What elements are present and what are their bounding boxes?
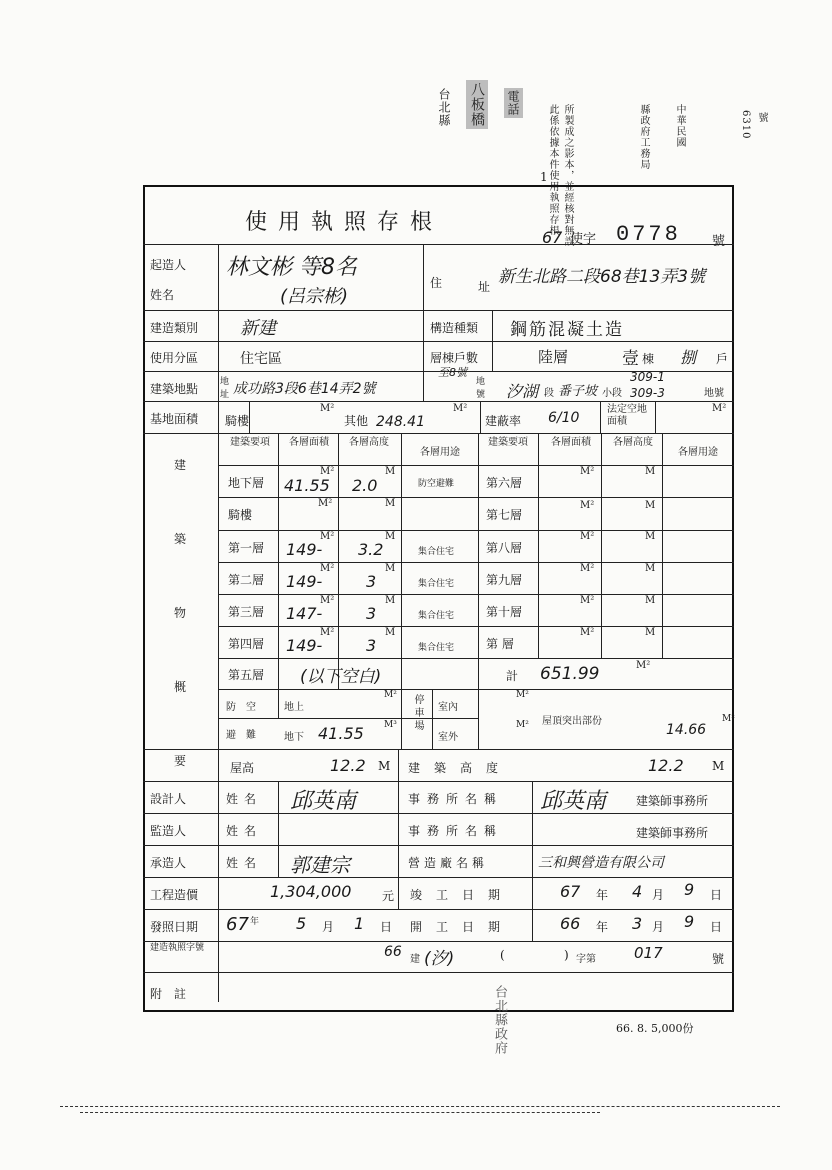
site-value-2: 至8號 [438, 366, 467, 379]
header-use-left: 各層用途 [420, 447, 460, 458]
floor-name-2: 第二層 [228, 573, 265, 587]
unit-m-9: M [645, 563, 656, 574]
header-use-right: 各層用途 [678, 447, 718, 458]
label-shelter: 防空避難 [226, 702, 266, 741]
unit-m2-other: M² [453, 403, 468, 414]
label-builder: 起造人 [150, 258, 187, 272]
floor-name-6: 第六層 [486, 476, 523, 490]
label-hao: 號 [476, 390, 486, 400]
floors-value-3: 捌 [680, 348, 697, 367]
label-permit-hao: 號 [712, 952, 725, 966]
floor-area-b1: 41.55 [284, 476, 330, 495]
header-area-left: 各層面積 [289, 437, 329, 448]
unit-m2-above: M² [384, 690, 397, 700]
builder-value-2: (呂宗彬) [280, 286, 349, 307]
address-value: 新生北路二段68巷13弄3號 [498, 267, 706, 287]
label-reserved-land: 法定空地面積 [607, 404, 647, 427]
lot-value: 309-1 [630, 370, 665, 384]
header-mark: 1 [540, 170, 548, 184]
label-builder-name: 姓名 [150, 288, 175, 302]
label-permit-zi: 字第 [576, 954, 596, 965]
contractor-value: 郭建宗 [290, 853, 350, 877]
floor-area-4: 149- [286, 636, 323, 655]
label-above-ground: 地上 [284, 702, 304, 713]
floor-name-4: 第四層 [228, 637, 265, 651]
unit-m2-extra: M² [580, 627, 595, 638]
label-issue-year: 年 [250, 917, 260, 927]
floor-use-4: 集合住宅 [418, 643, 455, 653]
label-floors: 層棟戶數 [430, 351, 479, 365]
permit-year: 67 [542, 228, 563, 247]
unit-m-2: M [385, 563, 396, 574]
floor-name-7: 第七層 [486, 508, 523, 522]
label-completion-day: 日 [710, 888, 723, 902]
unit-m2-arcade: M² [320, 403, 335, 414]
label-indoor: 室內 [438, 702, 458, 713]
label-completion-date: 竣工日期 [410, 888, 515, 902]
unit-roof-height: M [378, 759, 391, 773]
structure-value: 鋼筋混凝土造 [510, 320, 624, 340]
unit-m-3: M [385, 595, 396, 606]
build-type-value: 新建 [240, 318, 276, 339]
floor-name-9: 第九層 [486, 573, 523, 587]
stamp-number: 6310 [740, 110, 751, 140]
start-day: 9 [684, 912, 695, 931]
label-completion-month: 月 [652, 888, 665, 902]
floor-height-b1: 2.0 [352, 476, 378, 495]
label-section: 段 [544, 388, 554, 399]
permit-paren-close: ) [564, 948, 569, 962]
label-site: 建築地點 [150, 382, 199, 396]
unit-m2-reserved: M² [712, 403, 727, 414]
label-permit-jian: 建 [410, 954, 420, 965]
unit-m2-arcade-row: M² [318, 498, 333, 509]
unit-m2-2: M² [320, 563, 335, 574]
label-site-area: 基地面積 [150, 412, 199, 426]
issue-month: 5 [296, 914, 307, 933]
label-dihao: 地號 [704, 388, 724, 399]
floor-name-8: 第八層 [486, 541, 523, 555]
side-label-5: 要 [174, 754, 187, 768]
label-roof-protrusion: 屋頂突出部份 [542, 716, 602, 727]
unit-m2-10: M² [580, 595, 595, 606]
other-area-value: 248.41 [376, 414, 425, 430]
unit-m2-parking-in: M² [516, 690, 529, 700]
stamp-phone: 電話 [504, 88, 523, 118]
copy-edge-line-2 [80, 1112, 600, 1113]
floor-use-b1: 防空避難 [418, 479, 455, 489]
stamp-roc: 中華民國 [674, 104, 685, 148]
floor-height-4: 3 [366, 636, 377, 655]
stamp-county: 台北縣 [437, 88, 451, 127]
unit-m-6: M [645, 466, 656, 477]
unit-m-7: M [645, 500, 656, 511]
label-dong: 棟 [642, 352, 655, 366]
unit-m-4: M [385, 627, 396, 638]
unit-m2-3: M² [320, 595, 335, 606]
label-total: 計 [506, 669, 519, 683]
completion-month: 4 [632, 882, 643, 901]
completion-year: 67 [560, 882, 581, 901]
label-structure: 構造種類 [430, 321, 479, 335]
label-supervisor: 監造人 [150, 824, 187, 838]
label-cost: 工程造價 [150, 888, 199, 902]
unit-m2-1: M² [320, 531, 335, 542]
floor-area-1: 149- [286, 540, 323, 559]
floor-area-3: 147- [286, 604, 323, 623]
building-height-value: 12.2 [648, 756, 684, 775]
permit-prefix: 使字 [570, 232, 597, 247]
label-issue-date: 發照日期 [150, 920, 199, 934]
header-item-left: 建築要項 [230, 437, 270, 448]
label-outdoor: 室外 [438, 732, 458, 743]
label-di: 地 [220, 377, 230, 387]
label-issue-day: 日 [380, 920, 393, 934]
stamp-copy-note-2: 所製成之影本，並經核對無誤 [562, 104, 573, 247]
start-month: 3 [632, 914, 643, 933]
shelter-below-value: 41.55 [318, 724, 364, 743]
label-remarks: 附註 [150, 987, 199, 1001]
designer-office-suffix: 建築師事務所 [636, 794, 709, 808]
label-build-permit: 建造執照字號 [150, 943, 205, 953]
label-coverage: 建蔽率 [485, 414, 522, 428]
label-other-area: 其他 [344, 414, 369, 428]
unit-m2-7: M² [580, 500, 595, 511]
zone-value: 住宅區 [240, 351, 282, 367]
completion-day: 9 [684, 880, 695, 899]
builder-value: 林文彬 等8名 [226, 255, 357, 280]
unit-m3-below: M³ [384, 720, 397, 730]
side-label-1: 建 [174, 458, 187, 472]
roof-protrusion-value: 14.66 [666, 722, 707, 738]
permit-ref-number: 017 [634, 944, 663, 962]
stamp-bottom: 台北縣政府 [492, 985, 507, 1055]
label-issue-month: 月 [322, 920, 335, 934]
unit-m2-8: M² [580, 531, 595, 542]
subsection-value: 番子坡 [558, 384, 598, 399]
unit-m-1: M [385, 531, 396, 542]
cost-value: 1,304,000 [270, 882, 352, 901]
issue-year: 67 [226, 914, 249, 935]
floor-height-1: 3.2 [358, 540, 384, 559]
floor-name-5: 第五層 [228, 668, 265, 682]
start-year: 66 [560, 914, 581, 933]
label-start-year: 年 [596, 920, 609, 934]
floor-use-3: 集合住宅 [418, 611, 455, 621]
floor-5-blank-note: (以下空白) [300, 667, 382, 687]
total-area-value: 651.99 [540, 664, 600, 684]
unit-m2-6: M² [580, 466, 595, 477]
roof-height-value: 12.2 [330, 756, 366, 775]
issue-day: 1 [354, 914, 365, 933]
floor-use-2: 集合住宅 [418, 579, 455, 589]
section-value: 汐湖 [506, 382, 539, 401]
header-item-right: 建築要項 [488, 437, 528, 448]
label-start-day: 日 [710, 920, 723, 934]
lot-value-2: 309-3 [630, 386, 665, 400]
permit-suffix: 號 [712, 234, 726, 249]
unit-m2-4: M² [320, 627, 335, 638]
floors-value-2: 壹 [622, 349, 639, 369]
label-designer-name: 姓名 [226, 792, 263, 806]
page-title: 使用執照存根 [245, 210, 444, 235]
floor-name-1: 第一層 [228, 541, 265, 555]
floor-name-10: 第十層 [486, 605, 523, 619]
label-building-height: 建築高度 [408, 761, 513, 775]
unit-m-b1: M [385, 466, 396, 477]
permit-paren-open: ( [500, 948, 505, 962]
unit-m-8: M [645, 531, 656, 542]
header-height-right: 各層高度 [613, 437, 653, 448]
label-contractor: 承造人 [150, 856, 187, 870]
floor-use-1: 集合住宅 [418, 547, 455, 557]
unit-m2-parking-out: M² [516, 720, 529, 730]
label-contractor-name: 姓名 [226, 856, 263, 870]
label-arcade-area: 騎樓 [225, 414, 250, 428]
floor-name-extra: 第 層 [486, 637, 514, 651]
site-value: 成功路3段6巷14弄2號 [233, 381, 376, 397]
floor-name-3: 第三層 [228, 605, 265, 619]
floors-value-1: 陸層 [538, 348, 569, 366]
unit-cost: 元 [382, 889, 395, 903]
floor-height-3: 3 [366, 604, 377, 623]
label-designer-office: 事務所名稱 [408, 792, 504, 806]
stamp-bureau: 縣政府工務局 [638, 104, 649, 170]
label-supervisor-office: 事務所名稱 [408, 824, 504, 838]
label-subsection: 小段 [602, 388, 622, 399]
stamp-hao: 號 [756, 112, 767, 123]
label-supervisor-name: 姓名 [226, 824, 263, 838]
label-build-type: 建造類別 [150, 321, 199, 335]
label-di-2: 地 [476, 377, 486, 387]
floor-name-b1: 地下層 [228, 476, 265, 490]
copy-edge-line [60, 1106, 780, 1107]
header-area-right: 各層面積 [551, 437, 591, 448]
side-label-3: 物 [174, 606, 187, 620]
label-address: 住 [430, 276, 443, 290]
print-info: 66. 8. 5,000份 [616, 1022, 694, 1035]
label-roof-height: 屋高 [230, 761, 255, 775]
unit-m2-b1: M² [320, 466, 335, 477]
unit-m-extra: M [645, 627, 656, 638]
floor-area-2: 149- [286, 572, 323, 591]
permit-ref-year: 66 [384, 944, 402, 960]
label-designer: 設計人 [150, 792, 187, 806]
supervisor-office-suffix: 建築師事務所 [636, 826, 709, 840]
permit-kind: (汐) [424, 949, 455, 969]
floor-height-2: 3 [366, 572, 377, 591]
coverage-value: 6/10 [548, 410, 580, 426]
label-completion-year: 年 [596, 888, 609, 902]
designer-office-value: 邱英南 [540, 789, 607, 814]
stamp-copy-note: 此係依據本件使用執照存根 [547, 104, 558, 236]
header-height-left: 各層高度 [349, 437, 389, 448]
permit-number: 0778 [616, 222, 681, 247]
label-address-2: 址 [478, 280, 491, 294]
label-hu: 戶 [716, 352, 729, 366]
unit-m-10: M [645, 595, 656, 606]
side-label-4: 概 [174, 680, 187, 694]
unit-m2-total: M² [636, 660, 651, 671]
unit-m2-roof: M² [722, 714, 735, 724]
label-start-date: 開工日期 [410, 920, 515, 934]
label-contractor-firm: 營造廠名稱 [408, 856, 489, 870]
unit-building-height: M [712, 759, 725, 773]
contractor-firm-value: 三和興營造有限公司 [538, 855, 664, 871]
label-below-ground: 地下 [284, 732, 304, 743]
side-label-2: 築 [174, 532, 187, 546]
designer-value: 邱英南 [290, 789, 357, 814]
unit-m2-9: M² [580, 563, 595, 574]
label-start-month: 月 [652, 920, 665, 934]
stamp-office: 八板橋 [466, 80, 488, 129]
label-zone: 使用分區 [150, 351, 199, 365]
floor-name-arcade: 騎樓 [228, 508, 253, 522]
unit-m-arcade-row: M [385, 498, 396, 509]
label-parking: 停車場 [412, 694, 423, 733]
label-zhi: 址 [220, 390, 230, 400]
